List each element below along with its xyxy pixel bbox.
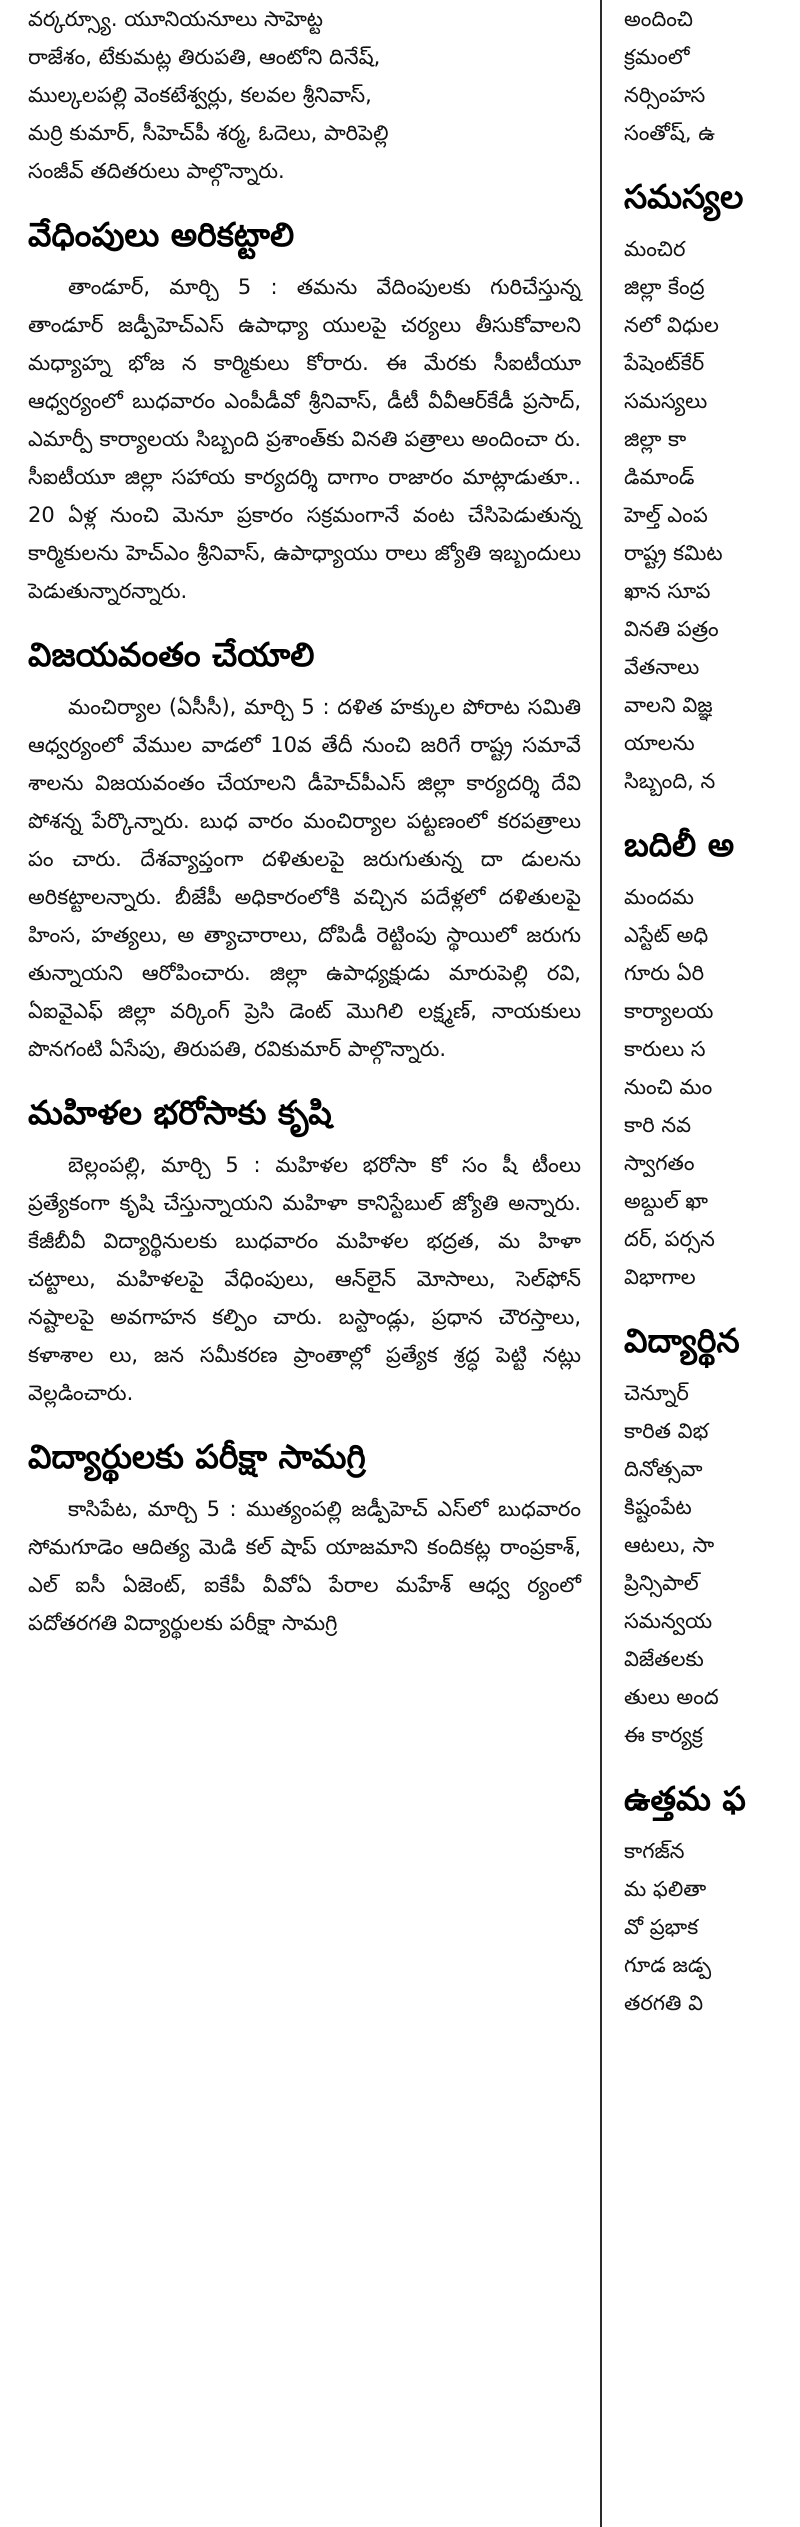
article-body: కాగజ్‌న మ ఫలితా వో ప్రభాక గూడ జడ్ప తరగతి వి: [624, 1839, 712, 2015]
article-headline: బదిలీ అ: [624, 825, 735, 864]
article-headline: వేధింపులు అరికట్టాలి: [28, 215, 295, 254]
column-divider: [600, 0, 602, 2527]
article-body: మంచిర్యాల (ఏసీసీ), మార్చి 5 : దళిత హక్కుల పోరాట సమితి ఆధ్వర్యంలో వేముల వాడలో 10వ తేదీ నుంచి జరిగే రాష్ట్ర సమావే శాలను విజయవంతం చేయాలని డీహెచ్‌పీఎస్ జిల్లా కార్యదర్శి దేవి పోశన్న పేర్కొన్నారు. బుధ వారం మంచిర్యాల పట్టణంలో కరపత్రాలు పం చారు. దేశవ్యాప్తంగా దళితులపై జరుగుతున్న దా డులను అరికట్టాలన్నారు. బీజేపీ అధికారంలోకి వచ్చిన పదేళ్లలో దళితులపై హింస, హత్యలు, అ త్యాచారాలు, దోపిడీ రెట్టింపు స్థాయిలో జరుగు తున్నాయని ఆరోపించారు. జిల్లా ఉపాధ్యక్షుడు మారుపెల్లి రవి, ఏఐవైఎఫ్ జిల్లా వర్కింగ్ ప్రెసి డెంట్ మొగిలి లక్ష్మణ్, నాయకులు పొనగంటి ఏసేపు, తిరుపతి, రవికుమార్ పాల్గొన్నారు.: [28, 695, 581, 1061]
article-uttama: [610, 1776, 800, 2022]
continued-text-top-right: అందించి క్రమంలో నర్సింహస సంతోష్, ఉ: [624, 7, 715, 145]
right-column: [610, 0, 800, 2527]
article-vedhimpulu: [0, 212, 595, 610]
article-body: మంచిర జిల్లా కేంద్ర నలో విధుల పేషెంట్‌కేర్ సమస్యలు జిల్లా కా డిమాండ్ హెల్త్ ఎంప రాష్ట్ర కమిట ఖాన సూప వినతి పత్రం వేతనాలు వాలని విజ్ఞ యాలను సిబ్బంది, న: [624, 237, 723, 793]
article-samasyala: [610, 174, 800, 800]
article-headline: సమస్యల: [624, 177, 744, 216]
article-body: తాండూర్, మార్చి 5 : తమను వేదింపులకు గురిచేస్తున్న తాండూర్ జడ్పీహెచ్ఎస్ ఉపాధ్యా యులపై చర్యలు తీసుకోవాలని మధ్యాహ్న భోజ న కార్మికులు కోరారు. ఈ మేరకు సీఐటీయూ ఆధ్వర్యంలో బుధవారం ఎంపీడీవో శ్రీనివాస్, డీటీ వీవీఆర్‌కేడీ ప్రసాద్, ఎమార్పీ కార్యాలయ సిబ్బంది ప్రశాంత్‌కు వినతి పత్రాలు అందించా రు. సీఐటీయూ జిల్లా సహాయ కార్యదర్శి దాగాం రాజారం మాట్లాడుతూ.. 20 ఏళ్ల నుంచి మెనూ ప్రకారం సక్రమంగానే వంట చేసిపెడుతున్న కార్మికులను హెచ్ఎం శ్రీనివాస్, ఉపాధ్యాయు రాలు జ్యోతి ఇబ్బందులు పెడుతున్నారన్నారు.: [28, 275, 581, 603]
article-body: బెల్లంపల్లి, మార్చి 5 : మహిళల భరోసా కో సం షీ టీంలు ప్రత్యేకంగా కృషి చేస్తున్నాయని మహిళా కానిస్టేబుల్ జ్యోతి అన్నారు. కేజీబీవీ విద్యార్థినులకు బుధవారం మహిళల భద్రత, మ హిళా చట్టాలు, మహిళలపై వేధింపులు, ఆన్‌లైన్ మోసాలు, సెల్‌ఫోన్ నష్టాలపై అవగాహన కల్పిం చారు. బస్టాండ్లు, ప్రధాన చౌరస్తాలు, కళాశాల లు, జన సమీకరణ ప్రాంతాల్లో ప్రత్యేక శ్రద్ధ పెట్టి నట్లు వెల్లడించారు.: [28, 1153, 581, 1405]
article-headline: విద్యార్థులకు పరీక్షా సామగ్రి: [28, 1437, 366, 1476]
article-body: కాసిపేట, మార్చి 5 : ముత్యంపల్లి జడ్పీహెచ్ ఎస్‌లో బుధవారం సోమగూడెం ఆదిత్య మెడి కల్ షాప్ యాజమాని కందికట్ల రాంప్రకాశ్, ఎల్ ఐసీ ఏజెంట్, ఐకేపీ వీవోఏ పేరాల మహేశ్ ఆధ్వ ర్యంలో పదోతరగతి విద్యార్థులకు పరీక్షా సామగ్రి: [28, 1497, 581, 1635]
article-body: చెన్నూర్ కారిత విభ దినోత్సవా కిష్టంపేట ఆటలు, సా ప్రిన్సిపాల్ సమన్వయ విజేతలకు తులు అంద ఈ కార్యక్ర: [624, 1381, 719, 1747]
article-mahilala-bharosa: [0, 1090, 595, 1412]
article-headline: మహిళల భరోసాకు కృషి: [28, 1093, 332, 1132]
article-vijayavantham: [0, 632, 595, 1068]
article-headline: విద్యార్థిన: [624, 1321, 740, 1360]
article-headline: విజయవంతం చేయాలి: [28, 635, 315, 674]
article-headline: ఉత్తమ ఫ: [624, 1779, 746, 1818]
article-body: మందమ ఎస్టేట్ అధి గూరు ఏరి కార్యాలయ కారులు స నుంచి మం కారి నవ స్వాగతం అబ్దుల్ ఖా దర్, పర్సన విభాగాల: [624, 885, 715, 1289]
continued-text-top: వర్కర్స్యూ. యూనియనూలు సాహెట్ట రాజేశం, టేకుమట్ల తిరుపతి, ఆంటోని దినేష్, ముల్కలపల్లి వెంకటేశ్వర్లు, కలవల శ్రీనివాస్, మర్రి కుమార్, సీహెచ్‌పీ శర్మ, ఓదెలు, పారిపెల్లి సంజీవ్ తదితరులు పాల్గొన్నారు.: [28, 7, 389, 183]
article-vidyarthini: [610, 1318, 800, 1754]
article-badili: [610, 822, 800, 1296]
article-pariksha-samagri: [0, 1434, 595, 1642]
